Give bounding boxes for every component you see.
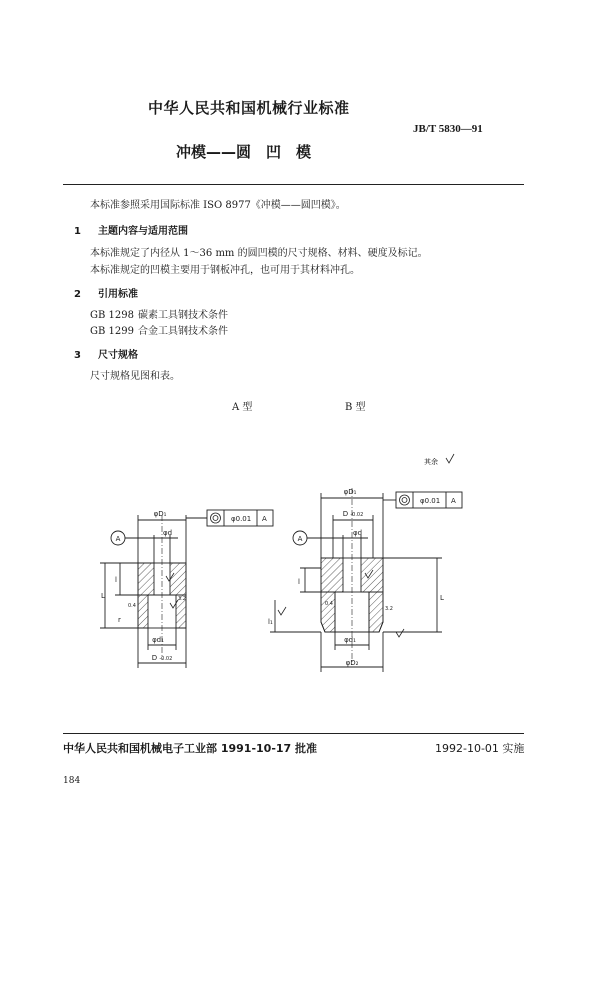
implementation-date: 1992-10-01 实施: [435, 742, 525, 755]
type-a-lower-left-section: [138, 595, 148, 628]
type-a-upper-right-section: [170, 563, 186, 595]
type-a-upper-left-section: [138, 563, 154, 595]
svg-text:A: A: [115, 535, 121, 543]
svg-text:r: r: [118, 616, 121, 624]
figure-label-type-a: A 型: [232, 402, 253, 413]
type-b-upper-left-section: [321, 558, 343, 592]
svg-text:φD₁: φD₁: [153, 510, 167, 518]
svg-text:φd: φd: [353, 529, 363, 537]
type-b-lower-right-section: [369, 592, 383, 632]
type-b-lower-left-section: [321, 592, 335, 632]
svg-text:A: A: [297, 535, 303, 543]
svg-text:0.4: 0.4: [325, 601, 333, 607]
svg-text:φD₂: φD₂: [345, 659, 359, 667]
svg-text:l₁: l₁: [268, 618, 273, 626]
section-title: 主题内容与适用范围: [98, 226, 188, 237]
svg-text:0.4: 0.4: [128, 603, 136, 609]
svg-text:3.2: 3.2: [385, 606, 393, 612]
section-number: 1: [74, 226, 81, 237]
figure-label-type-b: B 型: [345, 402, 366, 413]
intro-paragraph: 本标准参照采用国际标准 ISO 8977《冲模——圆凹模》。: [90, 200, 346, 211]
svg-text:l: l: [115, 576, 117, 584]
section-number: 3: [74, 350, 81, 361]
remaining-finish-note: [424, 454, 454, 466]
page-number: 184: [63, 776, 81, 786]
surface-finish-icon: [446, 454, 454, 463]
type-a-drawing: [100, 510, 273, 668]
reference-title: 碳素工具钢技术条件: [138, 310, 228, 321]
section-1-paragraph-2: 本标准规定的凹模主要用于钢板冲孔，也可用于其材料冲孔。: [90, 265, 360, 276]
document-title: 冲模——圆 凹 模: [176, 143, 312, 161]
svg-text:φd₁: φd₁: [152, 636, 164, 644]
svg-text:φ0.01: φ0.01: [231, 515, 252, 523]
svg-text:其余: 其余: [424, 458, 438, 466]
svg-text:l: l: [298, 578, 300, 586]
svg-text:D -0.02: D -0.02: [151, 654, 173, 662]
svg-text:L: L: [440, 594, 444, 602]
svg-text:φd₁: φd₁: [344, 636, 356, 644]
reference-code: GB 1299: [90, 326, 134, 337]
reference-code: GB 1298: [90, 310, 134, 321]
reference-title: 合金工具钢技术条件: [138, 326, 228, 337]
svg-text:A: A: [451, 497, 456, 505]
footer-rule: [63, 733, 524, 734]
svg-text:φ0.01: φ0.01: [420, 497, 441, 505]
section-3-paragraph: 尺寸规格见图和表。: [90, 371, 180, 382]
svg-text:3.2: 3.2: [178, 596, 186, 602]
svg-text:φD₁: φD₁: [343, 488, 357, 496]
svg-text:φd: φd: [163, 529, 173, 537]
industry-standard-heading: 中华人民共和国机械行业标准: [148, 99, 350, 117]
section-number: 2: [74, 289, 81, 300]
standard-number: JB/T 5830—91: [413, 123, 483, 135]
section-1-paragraph-1: 本标准规定了内径从 1～36 mm 的圆凹模的尺寸规格、材料、硬度及标记。: [90, 248, 428, 259]
section-title: 尺寸规格: [98, 350, 138, 361]
section-title: 引用标准: [98, 289, 138, 300]
type-b-upper-right-section: [361, 558, 383, 592]
svg-text:D -0.02: D -0.02: [342, 510, 364, 518]
approval-line: 中华人民共和国机械电子工业部 1991-10-17 批准: [63, 742, 318, 755]
svg-text:A: A: [262, 515, 267, 523]
svg-text:L: L: [101, 592, 105, 600]
